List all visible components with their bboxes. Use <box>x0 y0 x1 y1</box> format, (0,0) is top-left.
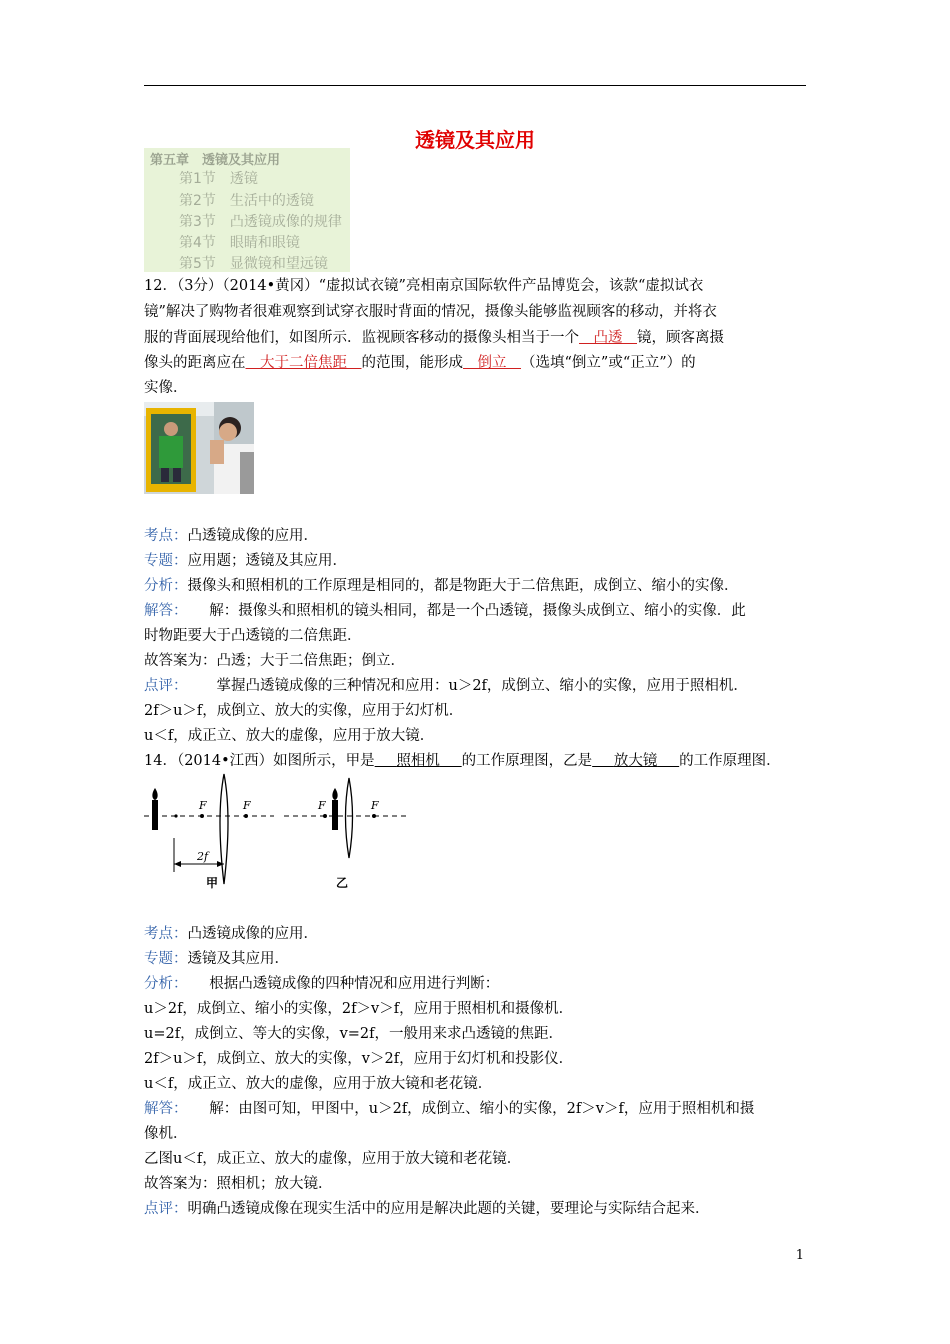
q12-fenxi: 分析：摄像头和照相机的工作原理是相同的，都是物距大于二倍焦距，成倒立、缩小的实像． <box>144 578 739 594</box>
lens-diagram <box>144 772 414 892</box>
q12-line: 服的背面展现给他们，如图所示．监视顾客移动的摄像头相当于一个 凸透 镜，顾客离摄 <box>144 330 724 346</box>
q12-dianping-cont: 2f＞u＞f，成倒立、放大的实像，应用于幻灯机． <box>144 703 464 719</box>
q14-dianping: 点评：明确凸透镜成像在现实生活中的应用是解决此题的关键，要理论与实际结合起来． <box>144 1201 710 1217</box>
focus-yi-right <box>372 814 376 818</box>
convex-lens-yi-icon <box>346 778 353 858</box>
q12-line: 像头的距离应在 大于二倍焦距 的范围，能形成 倒立 （选填“倒立”或“正立”）的 <box>144 355 696 371</box>
header-rule <box>144 85 806 86</box>
q12-line: 镜”解决了购物者很难观察到试穿衣服时背面的情况，摄像头能够监视顾客的移动，并将衣 <box>144 304 717 320</box>
page-number: 1 <box>795 1248 804 1263</box>
virtual-mirror-photo <box>144 402 254 494</box>
two-f-label: 2f <box>197 850 209 863</box>
q12-line: 实像． <box>144 380 188 396</box>
q12-jieda: 解答： 解：摄像头和照相机的镜头相同，都是一个凸透镜，摄像头成倒立、缩小的实像．此 <box>144 603 746 619</box>
focus-yi-left <box>323 814 327 818</box>
q12-answer-summary: 故答案为：凸透；大于二倍焦距；倒立． <box>144 653 405 669</box>
q14-zhuanti: 专题：透镜及其应用． <box>144 951 289 967</box>
flame-jia-icon <box>152 788 157 800</box>
focus-label: F <box>371 799 379 812</box>
focus-label: F <box>243 799 251 812</box>
toc-item: 第2节 生活中的透镜 <box>179 193 314 209</box>
q14-jieda-cont: 像机． <box>144 1126 188 1142</box>
focus-jia-right <box>244 814 248 818</box>
q14-case: u＞2f，成倒立、缩小的实像，2f＞v＞f，应用于照相机和摄像机． <box>144 1001 574 1017</box>
q14-line: 14．（2014•江西）如图所示，甲是 照相机 的工作原理图，乙是 放大镜 的工作原理图． <box>144 753 781 769</box>
page-title: 透镜及其应用 <box>415 128 535 152</box>
focus-jia-left <box>200 814 204 818</box>
q14-answer-1: 照相机 <box>396 753 440 769</box>
q14-jieda-cont: 乙图u＜f，成正立、放大的虚像，应用于放大镜和老花镜． <box>144 1151 522 1167</box>
q14-case: u＜f，成正立、放大的虚像，应用于放大镜和老花镜． <box>144 1076 493 1092</box>
fig-yi-label: 乙 <box>336 876 349 890</box>
q12-answer-2: 大于二倍焦距 <box>260 355 347 371</box>
q14-answer-2: 放大镜 <box>613 753 658 769</box>
q12-answer-1: 凸透 <box>593 330 623 346</box>
q14-jieda: 解答： 解：由图可知，甲图中，u＞2f，成倒立、缩小的实像，2f＞v＞f，应用于照相机和摄 <box>144 1101 755 1117</box>
fig-jia-label: 甲 <box>206 876 219 890</box>
toc-heading: 第五章 透镜及其应用 <box>150 153 281 168</box>
toc-item: 第4节 眼睛和眼镜 <box>179 235 300 251</box>
q12-line: 12．（3分）（2014•黄冈）“虚拟试衣镜”亮相南京国际软件产品博览会，该款“虚拟试衣 <box>144 278 704 294</box>
q12-dianping: 点评： 掌握凸透镜成像的三种情况和应用：u＞2f，成倒立、缩小的实像，应用于照相机． <box>144 678 748 694</box>
q12-kaodian: 考点：凸透镜成像的应用． <box>144 528 318 544</box>
q14-case: 2f＞u＞f，成倒立、放大的实像，v＞2f，应用于幻灯机和投影仪． <box>144 1051 574 1067</box>
toc-item: 第3节 凸透镜成像的规律 <box>179 214 342 230</box>
q14-fenxi: 分析： 根据凸透镜成像的四种情况和应用进行判断： <box>144 976 500 992</box>
toc-item: 第1节 透镜 <box>179 171 258 187</box>
q12-dianping-cont: u＜f，成正立、放大的虚像，应用于放大镜． <box>144 728 435 744</box>
convex-lens-jia-icon <box>220 774 228 884</box>
q12-zhuanti: 专题：应用题；透镜及其应用． <box>144 553 347 569</box>
flame-yi-icon <box>332 788 337 800</box>
q12-answer-3: 倒立 <box>477 355 507 371</box>
q14-case: u=2f，成倒立、等大的实像，v=2f，一般用来求凸透镜的焦距． <box>144 1026 564 1042</box>
candle-jia-icon <box>152 800 158 830</box>
q12-jieda-cont: 时物距要大于凸透镜的二倍焦距． <box>144 628 362 644</box>
candle-yi-icon <box>332 800 338 830</box>
q14-answer-summary: 故答案为：照相机；放大镜． <box>144 1176 333 1192</box>
q14-kaodian: 考点：凸透镜成像的应用． <box>144 926 318 942</box>
chapter-toc-image <box>144 148 350 272</box>
toc-item: 第5节 显微镜和望远镜 <box>179 256 328 272</box>
focus-label: F <box>318 799 326 812</box>
focus-label: F <box>199 799 207 812</box>
